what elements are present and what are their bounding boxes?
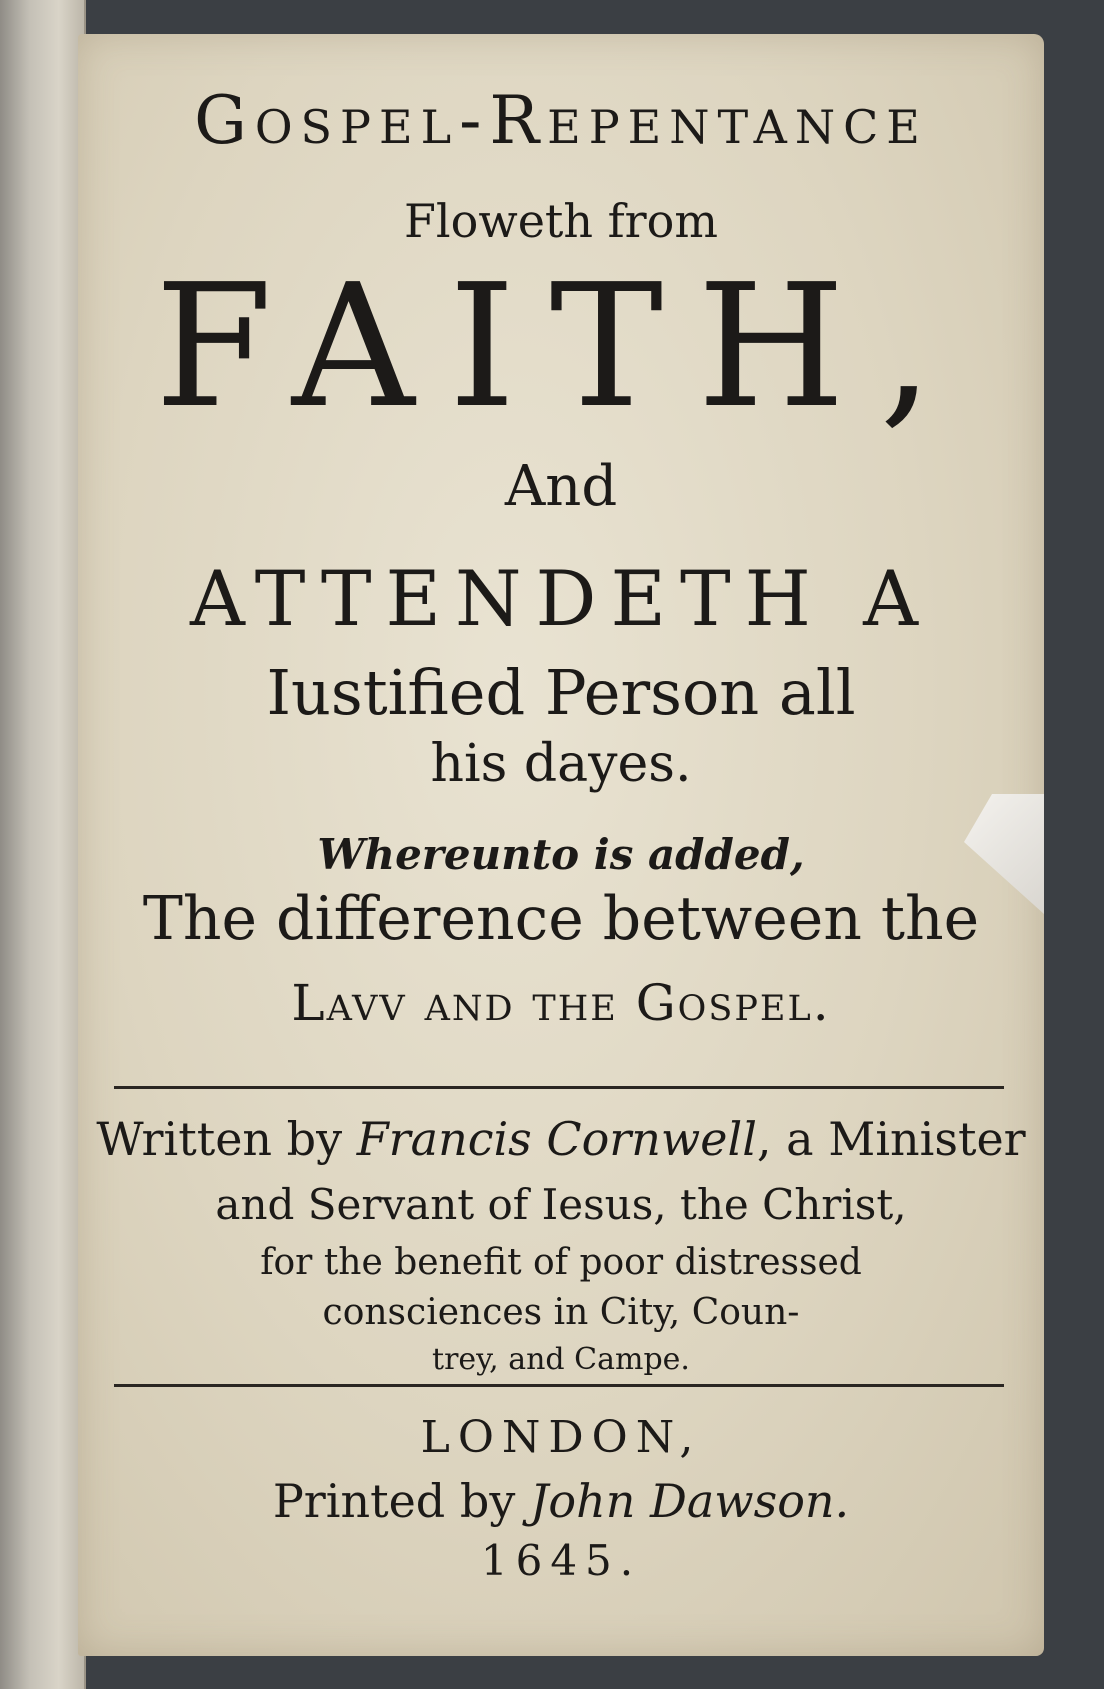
- minister-text: , a Minister: [756, 1112, 1026, 1166]
- law-gospel-line: Lavv and the Gospel.: [291, 974, 831, 1032]
- difference-line: The difference between the: [142, 884, 980, 954]
- title-gospel-repentance: Gospel-Repentance: [194, 82, 928, 159]
- attendeth-line: ATTENDETH A: [190, 554, 932, 643]
- whereunto-line: Whereunto is added,: [317, 830, 805, 879]
- servant-line: and Servant of Iesus, the Christ,: [215, 1180, 907, 1229]
- printer-line: [78, 1474, 1044, 1528]
- top-rule: [114, 1086, 1004, 1089]
- author-name: Francis Cornwell: [356, 1112, 757, 1166]
- london-line: LONDON,: [420, 1412, 702, 1463]
- iustified-person-line: Iustified Person all: [266, 656, 856, 729]
- bottom-rule: [114, 1384, 1004, 1387]
- title-page: [78, 34, 1044, 1656]
- printed-by-text: Printed by: [272, 1474, 530, 1528]
- floweth-from-line: Floweth from: [404, 194, 718, 248]
- faith-heading: FAITH,: [154, 248, 968, 446]
- and-line: And: [504, 454, 618, 519]
- year-line: 1645.: [480, 1536, 642, 1585]
- countrey-line: trey, and Campe.: [432, 1342, 690, 1377]
- written-by-text: Written by: [96, 1112, 357, 1166]
- his-dayes-line: his dayes.: [430, 734, 692, 794]
- book-binding: [0, 0, 86, 1689]
- consciences-line: consciences in City, Coun-: [322, 1292, 800, 1333]
- printer-name: John Dawson.: [529, 1474, 850, 1528]
- author-line: [78, 1112, 1044, 1166]
- benefit-line: for the benefit of poor distressed: [260, 1242, 862, 1283]
